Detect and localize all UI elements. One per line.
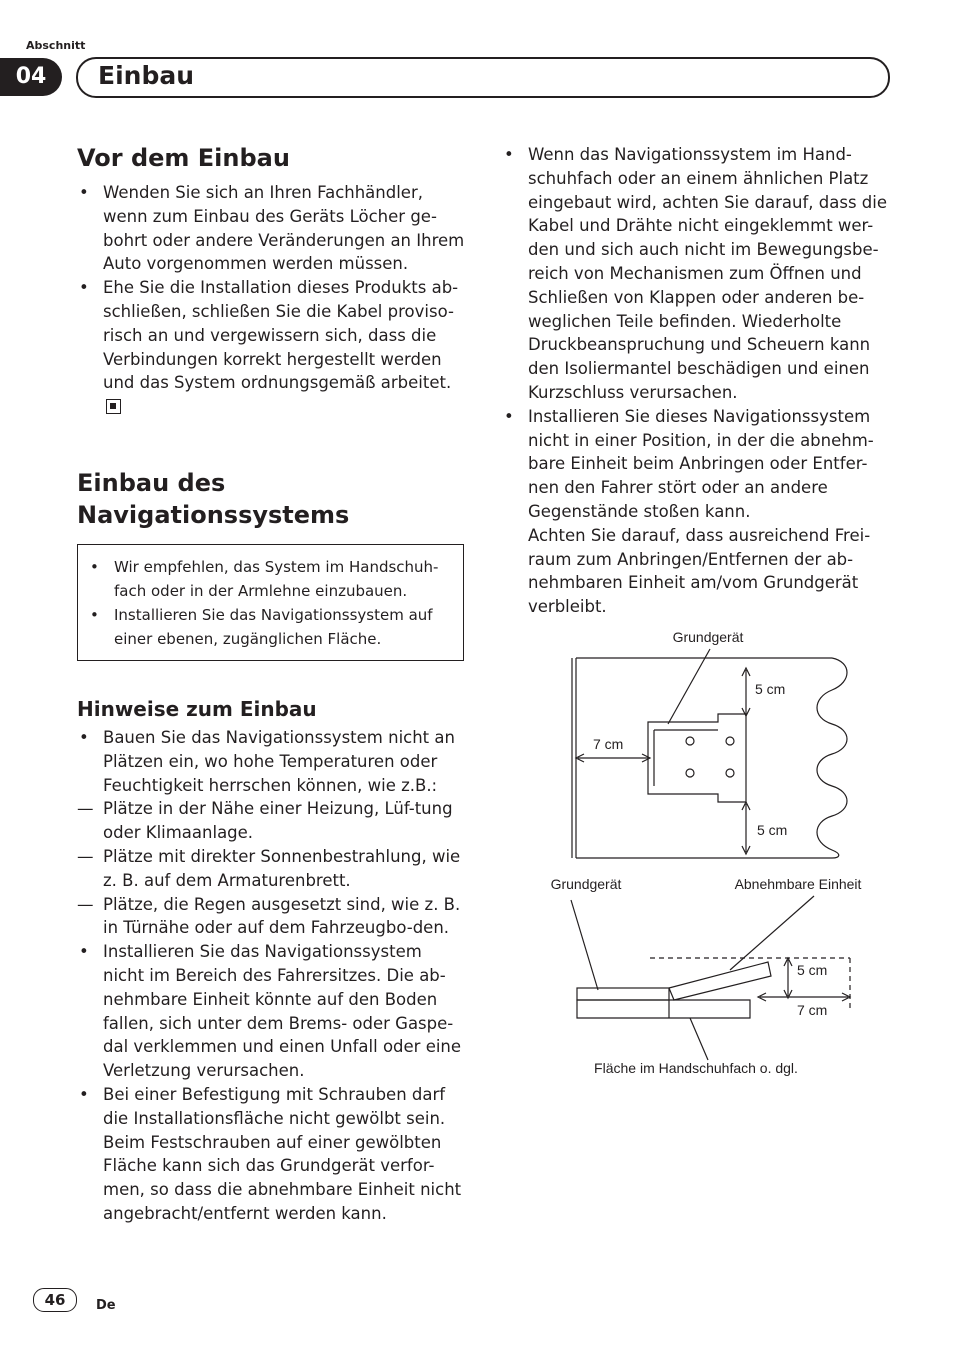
leader-line (730, 896, 814, 970)
list-item: • Installieren Sie dieses Navigationssystem nicht in einer Position, in der die abnehm-bare Einheit beim Anbringen oder Entfer-nen den Fahrer stört oder an andere Gegenstände stoßen kann. Achten Sie darauf, dass ausreichend Frei-raum zum Anbringen/Entfernen der ab-nehmbaren Einheit am/vom Grundgerät verbleibt. (502, 405, 892, 619)
screw-hole (686, 737, 694, 745)
surface-panel (577, 1000, 750, 1018)
list-item: • Installieren Sie das Navigationssystem auf einer ebenen, zugänglichen Fläche. (88, 603, 453, 651)
label-surface: Fläche im Handschuhfach o. dgl. (594, 1060, 798, 1076)
installation-clearance-side-figure (540, 870, 880, 1085)
wavy-edge (817, 658, 847, 858)
base-unit-shape (648, 714, 746, 802)
label-detachable-unit: Abnehmbare Einheit (734, 876, 862, 892)
section-einbau-navigationssystem (77, 467, 465, 531)
list-item: • Bauen Sie das Navigationssystem nicht an Plätzen ein, wo hohe Temperaturen oder Feuchtigkeit herrschen können, wie z.B.: — Plätze in der Nähe einer Heizung, Lüf-tung oder Klimaanlage. — Plätze mit direkter Sonnenbestrahlung, wie z. B. auf dem Armaturenbrett. — Plätze, die Regen ausgesetzt sind, wie z. B. in Türnähe oder auf dem Fahrzeugbo-den. (77, 726, 465, 940)
detachable-unit-side (669, 962, 771, 1000)
label-dim-horizontal: 7 cm (797, 1002, 828, 1018)
screw-hole (686, 769, 694, 777)
list-item: • Installieren Sie das Navigationssystem nicht im Bereich des Fahrersitzes. Die ab-nehmbare Einheit könnte auf den Boden fallen, sich unter dem Brems- oder Gaspe-dal verklemmen und einen Unfall oder eine Verletzung verursachen. (77, 940, 465, 1083)
language-code: De (96, 1298, 116, 1313)
dash-item: — Plätze in der Nähe einer Heizung, Lüf-tung oder Klimaanlage. (77, 797, 465, 845)
recommendation-box (77, 544, 464, 661)
section-vor-dem-einbau (77, 142, 465, 419)
label-dim-top: 5 cm (755, 681, 786, 697)
section-title: Vor dem Einbau (77, 144, 290, 172)
base-unit-inner (654, 730, 718, 786)
list-item: • Bei einer Befestigung mit Schrauben darf die Installationsfläche nicht gewölbt sein. Beim Festschrauben auf einer gewölbten Fläche kann sich das Grundgerät verfor-men, so dass die abnehmbare Einheit nicht angebracht/entfernt werden kann. (77, 1083, 465, 1226)
bullet-list (77, 181, 465, 419)
screw-hole (726, 769, 734, 777)
leader-line (668, 649, 710, 724)
end-mark-icon (106, 399, 121, 414)
bullet-list (502, 143, 892, 619)
list-item: • Wenden Sie sich an Ihren Fachhändler, wenn zum Einbau des Geräts Löcher ge-bohrt oder andere Veränderungen an Ihrem Auto vorgenommen werden müssen. (77, 181, 465, 276)
label-dim-left: 7 cm (593, 736, 624, 752)
dash-item: — Plätze, die Regen ausgesetzt sind, wie z. B. in Türnähe oder auf dem Fahrzeugbo-den. (77, 893, 465, 941)
bullet-list (77, 726, 465, 1226)
installation-clearance-top-figure (560, 620, 860, 865)
section-hinweise-zum-einbau (77, 696, 465, 1226)
chapter-number: 04 (0, 58, 62, 96)
chapter-title-frame (76, 57, 890, 98)
leader-line (690, 1018, 708, 1060)
subsection-title: Hinweise zum Einbau (77, 697, 317, 721)
label-dim-bottom: 5 cm (757, 822, 788, 838)
label-base-unit: Grundgerät (550, 876, 622, 892)
label-dim-vertical: 5 cm (797, 962, 828, 978)
label-base-unit: Grundgerät (672, 629, 744, 645)
chapter-title: Einbau (98, 61, 195, 90)
section-title: Einbau des Navigationssystems (77, 469, 350, 529)
page-number: 46 (33, 1288, 77, 1312)
right-column-text (502, 143, 892, 619)
screw-hole (726, 737, 734, 745)
section-label: Abschnitt (26, 39, 86, 52)
dash-item: — Plätze mit direkter Sonnenbestrahlung, wie z. B. auf dem Armaturenbrett. (77, 845, 465, 893)
list-item: • Wenn das Navigationssystem im Hand-schuhfach oder an einem ähnlichen Platz eingebaut wird, achten Sie darauf, dass die Kabel und Drähte nicht eingeklemmt wer-den und sich auch nicht im Bewegungsbe-reich von Mechanismen zum Öffnen und Schließen von Klappen oder anderen be-weglichen Teile befinden. Wiederholte Druckbeanspruchung und Scheuern kann den Isoliermantel beschädigen und einen Kurzschluss verursachen. (502, 143, 892, 405)
list-item: • Wir empfehlen, das System im Handschuh-fach oder in der Armlehne einzubauen. (88, 555, 453, 603)
dash-list (77, 797, 465, 940)
list-item: • Ehe Sie die Installation dieses Produkts ab-schließen, schließen Sie die Kabel proviso-risch an und vergewissern sich, dass die Verbindungen korrekt hergestellt werden und das System ordnungsgemäß arbeitet. (77, 276, 465, 419)
base-unit-side (577, 988, 669, 1000)
leader-line (571, 900, 598, 990)
bullet-list (88, 555, 453, 651)
